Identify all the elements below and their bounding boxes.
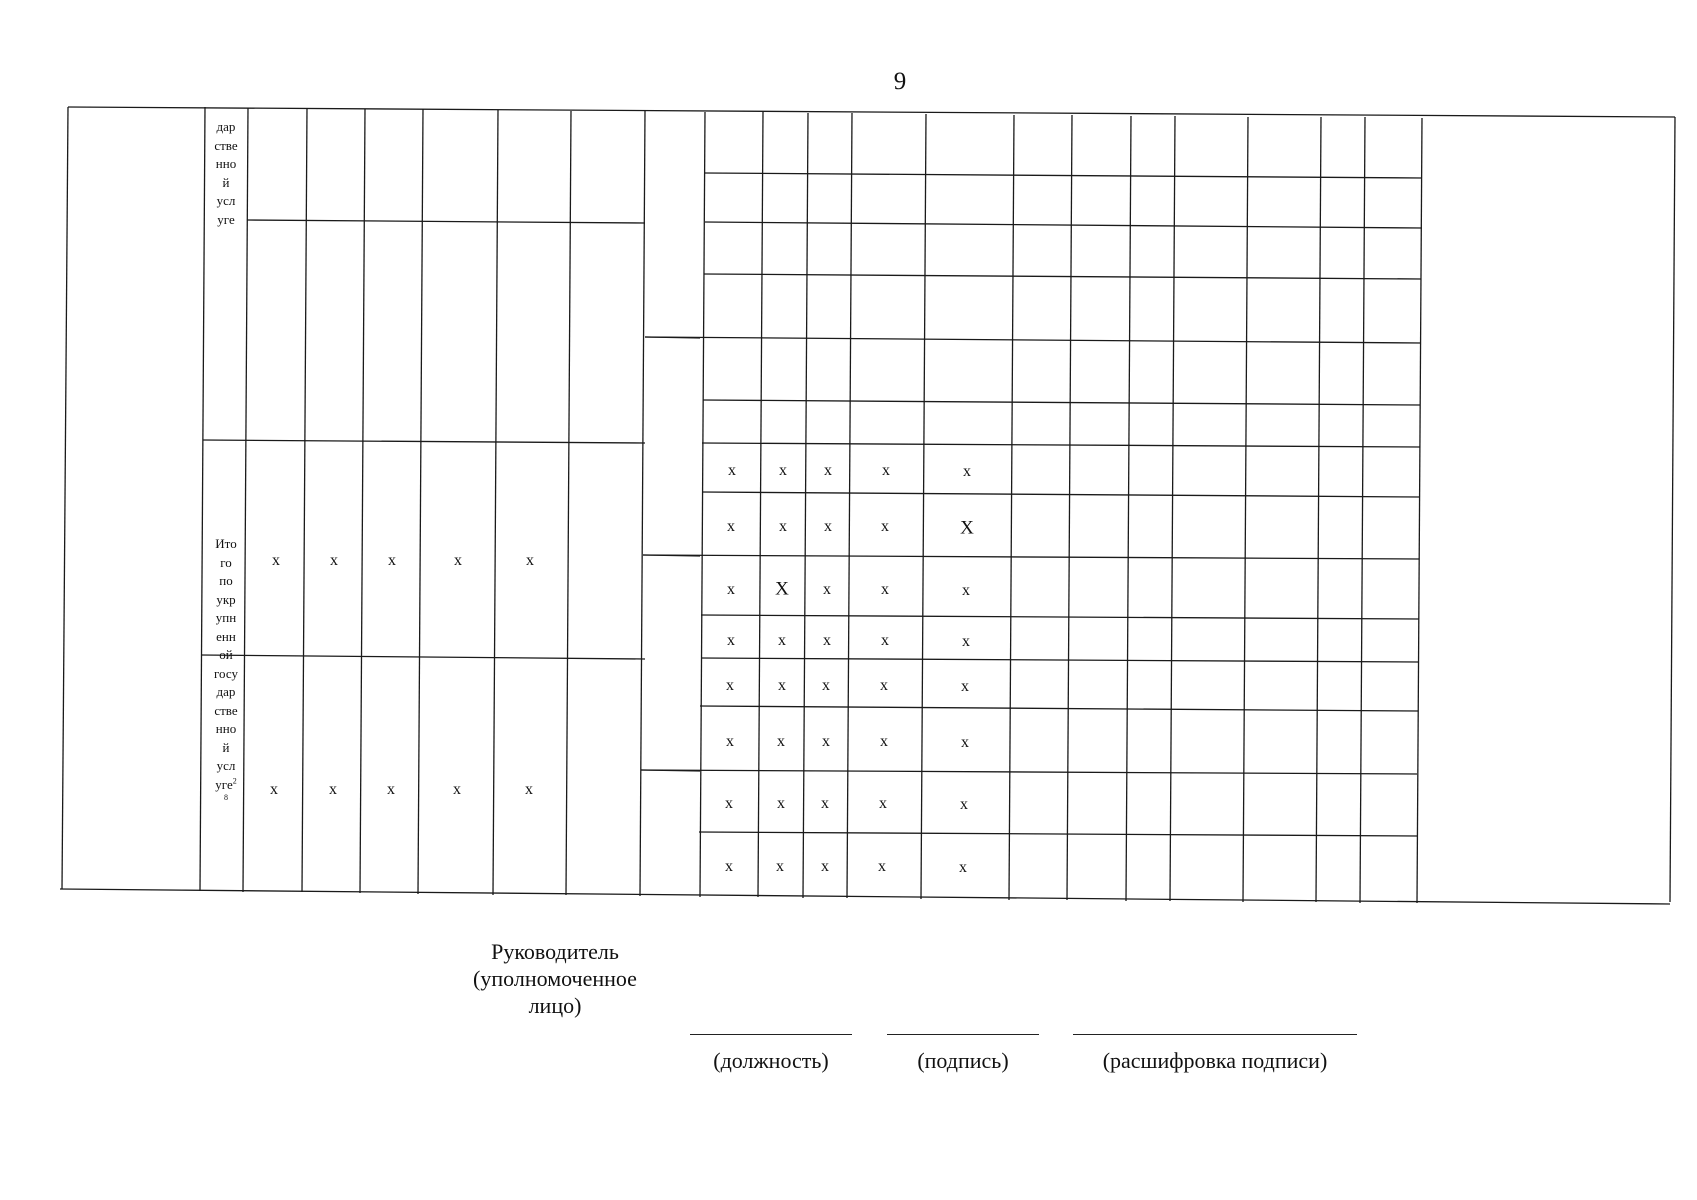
cross-mark: х [725,858,733,875]
cross-mark: х [960,796,968,813]
signature-line [887,1034,1039,1035]
position-caption: (должность) [713,1048,829,1073]
decoding-caption: (расшифровка подписи) [1102,1048,1328,1073]
cross-mark: х [778,632,786,649]
signature-title-line: (уполномоченное [473,966,637,991]
cross-mark: х [329,781,337,798]
total-label-line: го [220,554,232,570]
position-line [690,1034,852,1035]
total-label-line: нно [215,721,237,736]
cross-mark: х [881,581,889,598]
cross-mark: х [779,518,787,535]
cross-mark: х [727,581,735,598]
cross-mark: х [387,781,395,798]
fragment-label [204,118,248,229]
total-label-line-last [204,776,248,795]
frame-right [1670,117,1675,902]
fragment-label-line: уге [217,211,235,227]
cross-mark: х [270,781,278,798]
fragment-label-line: нно [215,156,237,171]
cross-mark: х [727,632,735,649]
signature-title-line: лицо) [528,993,582,1018]
cross-mark: х [726,677,734,694]
decoding-line [1073,1034,1357,1035]
cross-mark: х [728,462,736,479]
cross-mark: х [272,552,280,569]
cross-mark: х [777,795,785,812]
total-label-line: ой [219,647,233,662]
total-label-line: усл [216,758,236,773]
cross-mark: х [822,677,830,694]
signature-title-line: Руководитель [491,939,619,964]
signature-caption: (подпись) [917,1048,1009,1073]
page-number: 9 [893,68,907,95]
cross-mark: х [727,518,735,535]
total-label-last-text: уге [215,776,233,792]
total-label-line: енн [216,628,236,644]
cross-mark: х [388,552,396,569]
cross-mark: х [776,858,784,875]
cross-mark: х [526,552,534,569]
cross-mark: х [778,677,786,694]
cross-mark: х [454,552,462,569]
cross-mark: х [823,581,831,598]
total-label-line: упн [215,610,237,625]
total-label [204,535,248,802]
total-label-line: по [219,573,233,588]
cross-mark: х [824,462,832,479]
fragment-label-line: усл [216,193,236,208]
cross-mark: х [525,781,533,798]
cross-mark: х [821,858,829,875]
cross-mark: х [882,462,890,479]
total-label-line: госу [214,665,238,681]
cross-mark: х [959,859,967,876]
frame-top [68,107,1675,117]
cross-mark: х [823,632,831,649]
cross-mark: х [878,858,886,875]
cross-mark: х [824,518,832,535]
signature-title [455,938,655,1019]
cross-mark: х [961,678,969,695]
total-label-line: стве [214,702,238,718]
cross-mark-capital: Х [960,517,974,539]
cross-mark: х [962,633,970,650]
cross-mark-capital: Х [775,578,789,600]
frame-left [62,107,68,889]
cross-mark: х [725,795,733,812]
cross-mark: х [880,677,888,694]
cross-mark: х [880,733,888,750]
fragment-label-line: дар [216,119,236,134]
cross-mark: х [881,518,889,535]
cross-mark: х [962,582,970,599]
fragment-label-line: стве [214,137,238,153]
cross-mark: х [879,795,887,812]
cross-mark: х [777,733,785,750]
cross-mark: х [963,463,971,480]
cross-mark: х [330,552,338,569]
cross-mark: х [779,462,787,479]
total-label-line: дар [216,684,236,699]
cross-mark: х [726,733,734,750]
cross-mark: х [453,781,461,798]
total-label-line: укр [216,591,236,607]
footnote-sub: 8 [224,793,228,802]
cross-mark: х [821,795,829,812]
cross-mark: х [822,733,830,750]
footnote-sup: 2 [232,776,237,786]
fragment-label-line: й [222,174,230,190]
cross-mark: х [881,632,889,649]
cross-mark: х [961,734,969,751]
total-label-line: й [222,739,230,755]
total-label-line: Ито [215,536,237,551]
